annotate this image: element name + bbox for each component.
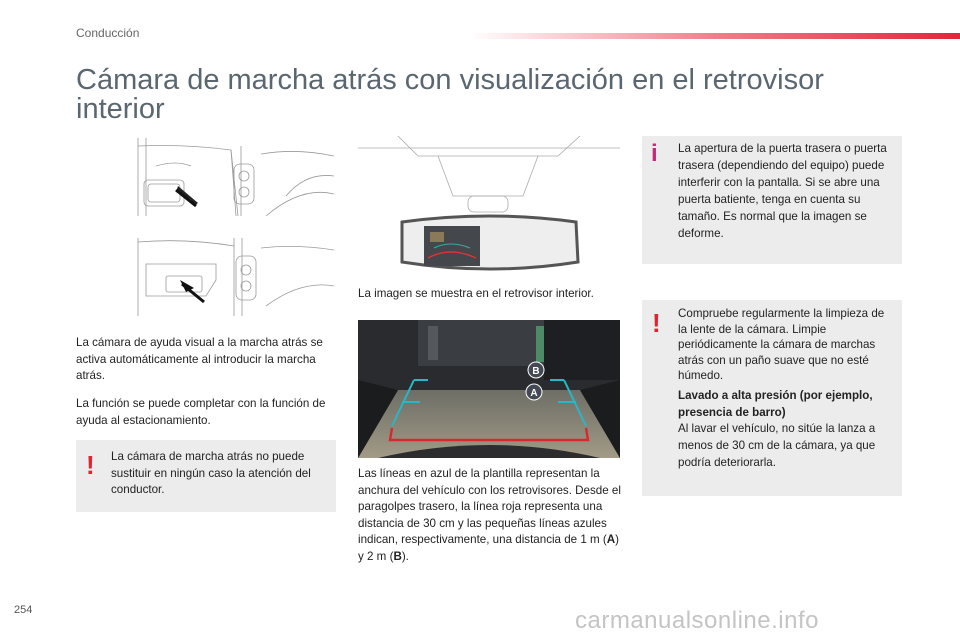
rearview-mirror-illustration [358, 136, 620, 278]
warning-box-camera-cleaning [642, 300, 902, 496]
van-rear-illustration-top [136, 136, 336, 220]
guide-lines-text [358, 466, 622, 565]
watermark: carmanualsonline.info [575, 607, 819, 634]
page-number: 254 [14, 604, 33, 616]
header-rule [470, 33, 960, 39]
mirror-caption: La imagen se muestra en el retrovisor interior. [358, 287, 594, 300]
guide-lines-text-part1: Las líneas en azul de la plantilla representan la anchura del vehículo con los retrovisores. Desde el paragolpes trasero, la línea roja representa una distancia de 30 cm y las pequeñas líneas azules indican, respectivamente, una distancia de 1 m ( [358, 467, 621, 546]
pressure-wash-heading: Lavado a alta presión (por ejemplo, presencia de barro) [678, 389, 873, 419]
guide-lines-label-b: B [393, 549, 402, 563]
camera-label-a: A [530, 388, 538, 399]
page-title: Cámara de marcha atrás con visualización en el retrovisor interior [76, 64, 824, 125]
camera-view-image [358, 320, 620, 458]
section-title: Conducción [76, 26, 140, 40]
parking-aid-text: La función se puede completar con la función de ayuda al estacionamiento. [76, 397, 326, 427]
guide-lines-text-part2: ) y 2 m ( [358, 533, 620, 563]
guide-lines-label-a: A [606, 533, 616, 546]
pressure-wash-text: Al lavar el vehículo, no sitúe la lanza a menos de 30 cm de la cámara, ya que podría deteriorarla. [678, 422, 876, 469]
info-text: La apertura de la puerta trasera o puerta trasera (dependiendo del equipo) puede interferir con la pantalla. Si se abre una puerta batiente, tenga en cuenta su tamaño. Es normal que la imagen se deforme. [678, 142, 887, 240]
warning-icon: ! [86, 450, 95, 480]
guide-lines-text-part3: ). [401, 549, 409, 563]
cleaning-text: Compruebe regularmente la limpieza de la lente de la cámara. Limpie periódicamente la cámara de marchas atrás con un paño suave que no esté húmedo. [678, 307, 885, 382]
activation-text: La cámara de ayuda visual a la marcha atrás se activa automáticamente al introducir la marcha atrás. [76, 336, 323, 382]
camera-label-b: B [532, 366, 540, 377]
warning-icon: ! [652, 308, 661, 338]
info-icon: i [651, 140, 658, 167]
van-rear-illustration-bottom [136, 236, 336, 320]
warning-text: La cámara de marcha atrás no puede sustituir en ningún caso la atención del conductor. [111, 450, 311, 496]
warning-box-driver-attention [76, 440, 336, 512]
info-box-rear-door [642, 136, 902, 264]
